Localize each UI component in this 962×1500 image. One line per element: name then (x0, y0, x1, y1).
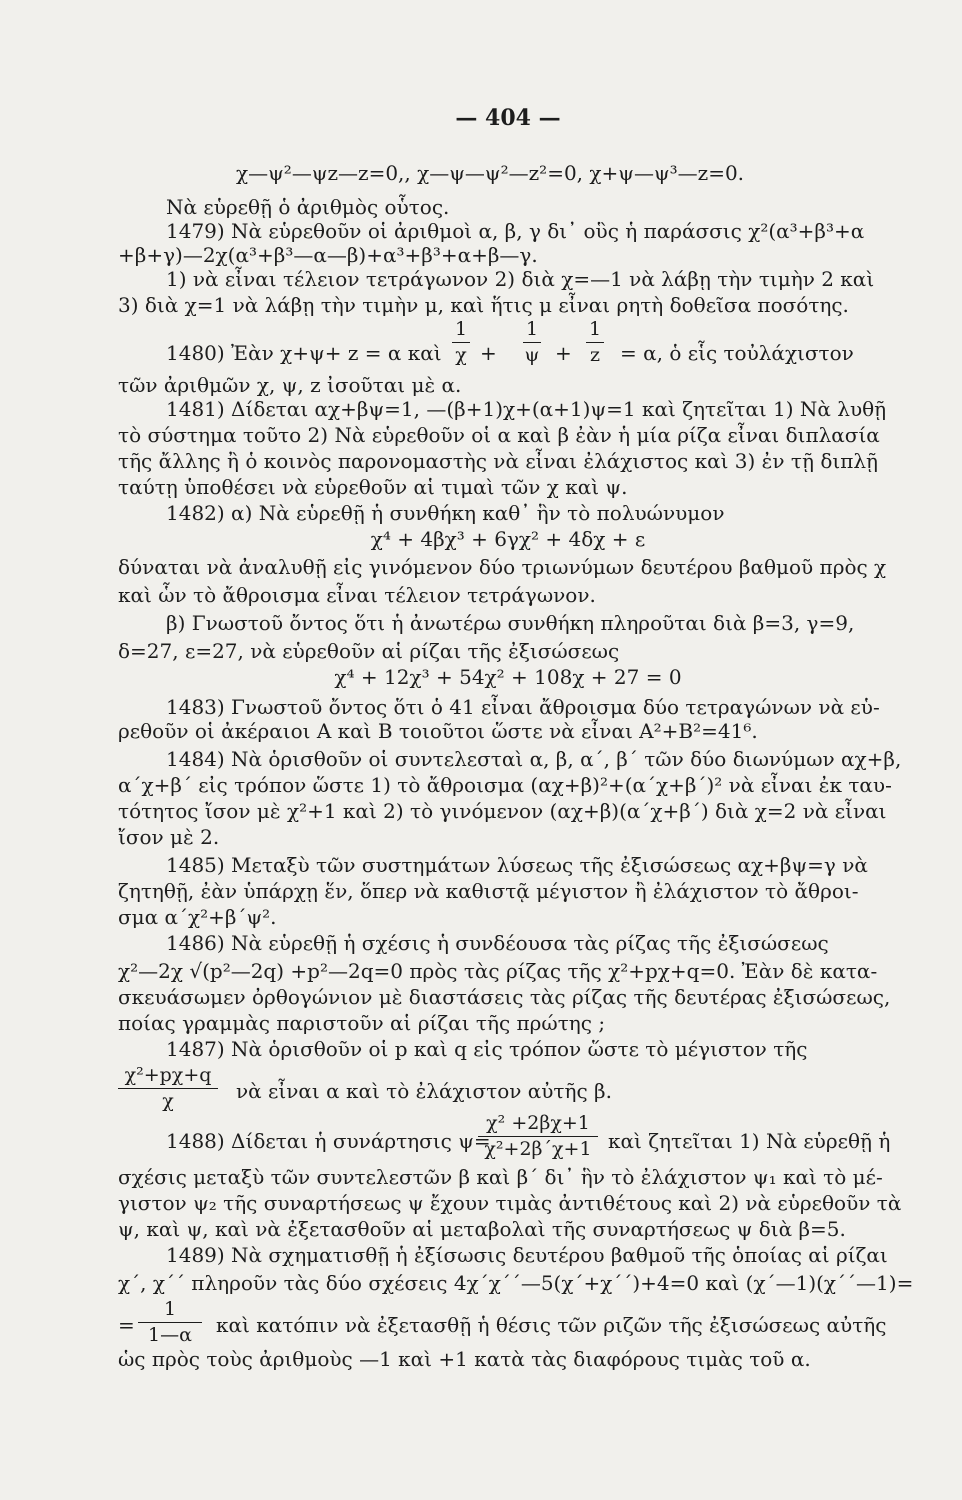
text-line: χ΄, χ΄΄ πληροῦν τὰς δύο σχέσεις 4χ΄χ΄΄—5(χ΄+χ΄΄)+4=0 καὶ (χ΄—1)(χ΄΄—1)= (118, 1271, 914, 1295)
problem-1483: 1483) Γνωστοῦ ὄντος ὅτι ὁ 41 εἶναι ἄθροισμα δύο τετραγώνων νὰ εὑ- (166, 695, 880, 719)
text-line: ζητηθῇ, ἐὰν ὑπάρχῃ ἕν, ὅπερ νὰ καθιστᾷ μέγιστον ἢ ἐλάχιστον τὸ ἄθροι- (118, 879, 859, 903)
text-line: α΄χ+β΄ εἰς τρόπον ὥστε 1) τὸ ἄθροισμα (αχ+β)²+(α΄χ+β΄)² νὰ εἶναι ἐκ ταυ- (118, 773, 892, 797)
text-line: σκευάσωμεν ὀρθογώνιον μὲ διαστάσεις τὰς ρίζας τῆς δευτέρας ἐξισώσεως, (118, 985, 891, 1009)
text-line: = α, ὁ εἷς τοὐλάχιστον (620, 341, 854, 365)
fraction-1487: χ²+pχ+q χ (118, 1064, 218, 1112)
text-line: 1) νὰ εἶναι τέλειον τετράγωνον 2) διὰ χ=—1 νὰ λάβῃ τὴν τιμὴν 2 καὶ (166, 267, 875, 291)
text-line: σχέσις μεταξὺ τῶν συντελεστῶν β καὶ β΄ δι᾽ ἣν τὸ ἐλάχιστον ψ₁ καὶ τὸ μέ- (118, 1165, 883, 1189)
fraction-1489: 1 1—α (138, 1298, 202, 1346)
problem-1484: 1484) Νὰ ὁρισθοῦν οἱ συντελεσταὶ α, β, α΄, β΄ τῶν δύο διωνύμων αχ+β, (166, 747, 902, 771)
text-line: δύναται νὰ ἀναλυθῇ εἰς γινόμενον δύο τριωνύμων δευτέρου βαθμοῦ πρὸς χ (118, 555, 887, 579)
problem-1487: 1487) Νὰ ὁρισθοῦν οἱ p καὶ q εἰς τρόπον ὥστε τὸ μέγιστον τῆς (166, 1037, 808, 1061)
text-line: καὶ ζητεῖται 1) Νὰ εὑρεθῇ ἡ (608, 1129, 891, 1153)
text-line: ψ, καὶ ψ, καὶ νὰ ἐξετασθοῦν αἱ μεταβολαὶ τῆς συναρτήσεως ψ διὰ β=5. (118, 1217, 846, 1241)
fraction-1488: χ² +2βχ+1 χ²+2β΄χ+1 (478, 1112, 598, 1160)
equals-sign: = (118, 1313, 135, 1337)
text-line: ὡς πρὸς τοὺς ἀριθμοὺς —1 καὶ +1 κατὰ τὰς διαφόρους τιμὰς τοῦ α. (118, 1347, 811, 1371)
text-line: νὰ εἶναι α καὶ τὸ ἐλάχιστον αὐτῆς β. (236, 1079, 612, 1103)
plus-sign: + (480, 341, 497, 365)
fraction-1-over-x: 1 χ (452, 318, 470, 366)
text-line: ρεθοῦν οἱ ἀκέραιοι Α καὶ Β τοιοῦτοι ὥστε νὰ εἶναι Α²+Β²=41⁶. (118, 719, 758, 743)
text-line: τῆς ἄλλης ἢ ὁ κοινὸς παρονομαστὴς νὰ εἶναι ἐλάχιστος καὶ 3) ἐν τῇ διπλῇ (118, 449, 878, 473)
problem-1480: 1480) Ἐὰν χ+ψ+ z = α καὶ (166, 341, 442, 365)
polynomial-line: χ⁴ + 4βχ³ + 6γχ² + 4δχ + ε (370, 527, 646, 551)
fraction-1-over-psi: 1 ψ (524, 318, 540, 366)
problem-1489: 1489) Νὰ σχηματισθῇ ἡ ἐξίσωσις δευτέρου βαθμοῦ τῆς ὁποίας αἱ ρίζαι (166, 1243, 888, 1267)
equation-line: χ⁴ + 12χ³ + 54χ² + 108χ + 27 = 0 (334, 665, 682, 689)
text-line: Νὰ εὑρεθῇ ὁ ἀριθμὸς οὗτος. (166, 195, 450, 219)
problem-1486: 1486) Νὰ εὑρεθῇ ἡ σχέσις ἡ συνδέουσα τὰς ρίζας τῆς ἐξισώσεως (166, 931, 829, 955)
text-line: β) Γνωστοῦ ὄντος ὅτι ἡ ἀνωτέρω συνθήκη πληροῦται διὰ β=3, γ=9, (166, 611, 855, 635)
problem-1482: 1482) α) Νὰ εὑρεθῇ ἡ συνθήκη καθ᾽ ἣν τὸ πολυώνυμον (166, 501, 725, 525)
text-line: ταύτῃ ὑποθέσει νὰ εὑρεθοῦν αἱ τιμαὶ τῶν χ καὶ ψ. (118, 475, 628, 499)
text-line: +β+γ)—2χ(α³+β³—α—β)+α³+β³+α+β—γ. (118, 243, 538, 267)
text-line: καὶ κατόπιν νὰ ἐξετασθῇ ἡ θέσις τῶν ριζῶν τῆς ἐξισώσεως αὐτῆς (216, 1313, 887, 1337)
text-line: ποίας γραμμὰς παριστοῦν αἱ ρίζαι τῆς πρώτης ; (118, 1011, 606, 1035)
text-line: σμα α΄χ²+β΄ψ². (118, 905, 277, 929)
problem-1488: 1488) Δίδεται ἡ συνάρτησις ψ= (166, 1129, 491, 1153)
equation-line: χ—ψ²—ψz—z=0,, χ—ψ—ψ²—z²=0, χ+ψ—ψ³—z=0. (236, 161, 745, 185)
text-line: καὶ ὧν τὸ ἄθροισμα εἶναι τέλειον τετράγωνον. (118, 583, 596, 607)
text-line: ἴσον μὲ 2. (118, 825, 220, 849)
text-line: τῶν ἀριθμῶν χ, ψ, z ἰσοῦται μὲ α. (118, 373, 462, 397)
fraction-1-over-z: 1 z (586, 318, 604, 366)
text-line: τὸ σύστημα τοῦτο 2) Νὰ εὑρεθοῦν οἱ α καὶ β ἐὰν ἡ μία ρίζα εἶναι διπλασία (118, 423, 880, 447)
text-line: γιστον ψ₂ τῆς συναρτήσεως ψ ἔχουν τιμὰς ἀντιθέτους καὶ 2) νὰ εὑρεθοῦν τὰ (118, 1191, 902, 1215)
problem-1481: 1481) Δίδεται αχ+βψ=1, —(β+1)χ+(α+1)ψ=1 καὶ ζητεῖται 1) Νὰ λυθῇ (166, 397, 887, 421)
problem-1485: 1485) Μεταξὺ τῶν συστημάτων λύσεως τῆς ἐξισώσεως αχ+βψ=γ νὰ (166, 853, 868, 877)
plus-sign: + (555, 341, 572, 365)
text-line: τότητος ἴσον μὲ χ²+1 καὶ 2) τὸ γινόμενον (αχ+β)(α΄χ+β΄) διὰ χ=2 νὰ εἶναι (118, 799, 887, 823)
text-line: δ=27, ε=27, νὰ εὑρεθοῦν αἱ ρίζαι τῆς ἐξισώσεως (118, 639, 620, 663)
text-line: 3) διὰ χ=1 νὰ λάβῃ τὴν τιμὴν μ, καὶ ἥτις μ εἶναι ρητὴ δοθεῖσα ποσότης. (118, 293, 849, 317)
problem-1479: 1479) Νὰ εὑρεθοῦν οἱ ἀριθμοὶ α, β, γ δι᾽ οὓς ἡ παράσσις χ²(α³+β³+α (166, 219, 865, 243)
page-number: — 404 — (455, 105, 561, 131)
text-line: χ²—2χ √(p²—2q) +p²—2q=0 πρὸς τὰς ρίζας τῆς χ²+pχ+q=0. Ἐὰν δὲ κατα- (118, 959, 878, 983)
